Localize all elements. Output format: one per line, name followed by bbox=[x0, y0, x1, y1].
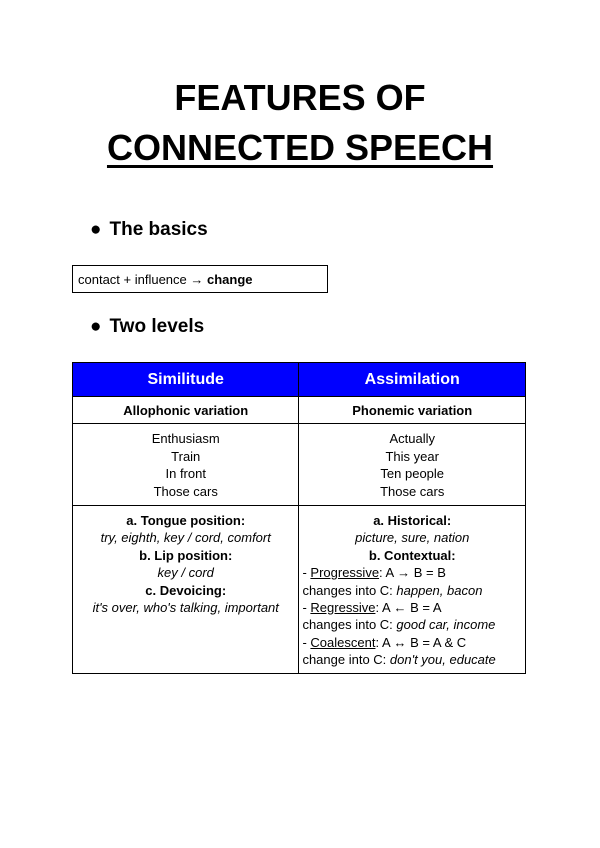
similitude-examples: Enthusiasm Train In front Those cars bbox=[73, 424, 299, 506]
page-title-line-1: FEATURES OF bbox=[174, 77, 426, 118]
basics-formula-box: contact + influence → change bbox=[72, 265, 328, 293]
section-heading-basics: ● The basics bbox=[90, 219, 208, 240]
subheader-allophonic: Allophonic variation bbox=[73, 397, 299, 424]
bullet-icon: ● bbox=[90, 219, 102, 240]
progressive-rule: - Progressive: A → B = B changes into C: happen, bacon bbox=[302, 565, 483, 598]
levels-table bbox=[72, 362, 526, 674]
similitude-details: a. Tongue position: try, eighth, key / cord, comfort b. Lip position: key / cord c. Devoicing: it's over, who's talking, important bbox=[73, 506, 299, 674]
regressive-rule: - Regressive: A ← B = A changes into C: good car, income bbox=[302, 600, 496, 633]
column-header-similitude: Similitude bbox=[73, 363, 299, 397]
assimilation-details: a. Historical: picture, sure, nation b. Contextual: - Progressive: A → B = B changes into C: happen, bacon - Regressive: A ← B = A changes into C: good car, income - Coalescent: A ↔ B = A & C change into C: don't you, educate bbox=[299, 506, 526, 674]
assimilation-examples: Actually This year Ten people Those cars bbox=[299, 424, 526, 506]
section-heading-two-levels: ● Two levels bbox=[90, 316, 205, 337]
subheader-phonemic: Phonemic variation bbox=[299, 397, 526, 424]
bullet-icon: ● bbox=[90, 316, 102, 337]
column-header-assimilation: Assimilation bbox=[299, 363, 526, 397]
coalescent-rule: - Coalescent: A ↔ B = A & C change into C: don't you, educate bbox=[302, 634, 496, 668]
page-title-line-2: CONNECTED SPEECH bbox=[106, 127, 494, 168]
